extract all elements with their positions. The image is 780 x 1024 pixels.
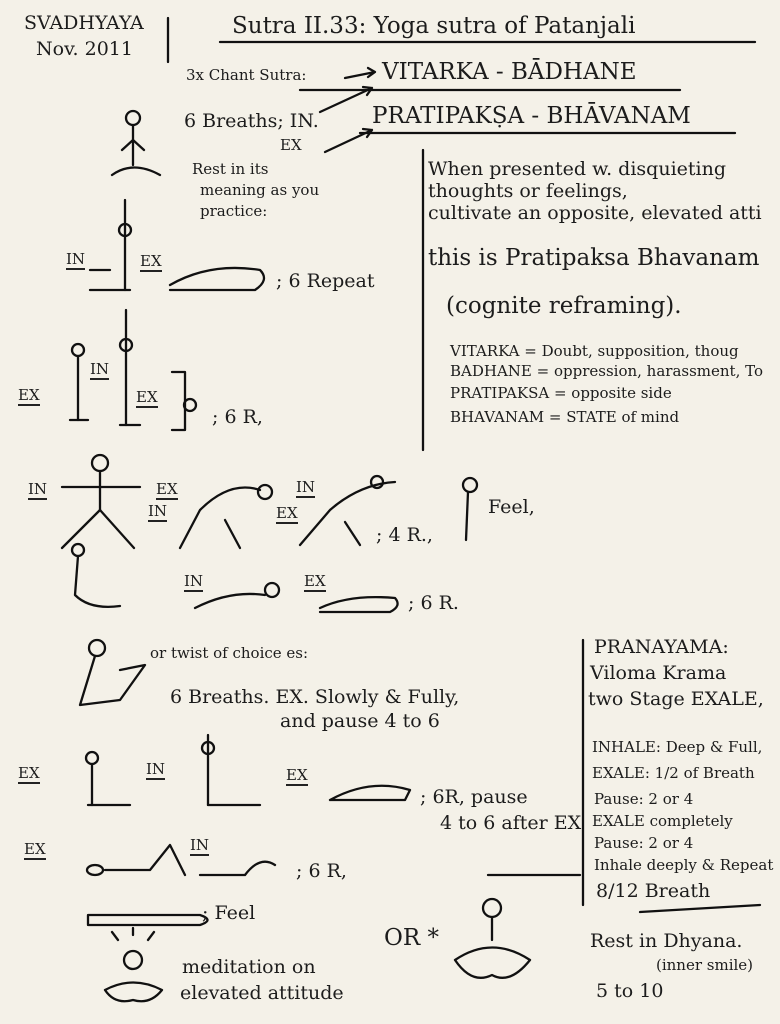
meditation-figure-icon: [483, 899, 501, 917]
feel-label: ; Feel: [202, 902, 256, 924]
explanation-line: When presented w. disquieting: [428, 158, 726, 180]
dhyana-detail: (inner smile): [656, 956, 754, 974]
seated-figure-icon: [126, 111, 140, 125]
rest-line: meaning as you: [200, 181, 320, 199]
repeat-label: ; 6 R,: [296, 860, 347, 882]
pause-instruction: and pause 4 to 6: [280, 710, 440, 732]
in-label: IN: [146, 760, 166, 778]
ex-label: EX: [286, 766, 308, 784]
ex-label: EX: [24, 840, 46, 858]
dhyana-count: 5 to 10: [596, 980, 664, 1002]
ex-label: EX: [156, 480, 178, 498]
pranayama-step: Pause: 2 or 4: [594, 834, 694, 852]
in-label: IN: [190, 836, 210, 854]
explanation-line: this is Pratipaksa Bhavanam: [428, 245, 760, 271]
ex-label: EX: [136, 388, 158, 406]
pranayama-step: EXALE completely: [592, 812, 733, 830]
repeat-label: ; 6 R.: [408, 592, 459, 614]
explanation-line: cultivate an opposite, elevated atti: [428, 202, 762, 224]
rest-line: Rest in its: [192, 160, 269, 178]
in-label: IN: [184, 572, 204, 590]
chant-label: 3x Chant Sutra:: [186, 66, 307, 84]
dhyana-title: Rest in Dhyana.: [590, 930, 743, 952]
pause-after-ex: 4 to 6 after EX: [440, 812, 582, 834]
pranayama-step: INHALE: Deep & Full,: [592, 738, 763, 756]
repeat-label: ; 4 R.,: [376, 524, 433, 546]
arrow-icon: [325, 129, 372, 152]
glossary-item: BHAVANAM = STATE of mind: [450, 408, 680, 426]
pranayama-title: PRANAYAMA:: [594, 636, 729, 658]
feel-label: Feel,: [488, 496, 535, 518]
ex-label: EX: [276, 504, 298, 522]
meditation-figure-icon: [124, 951, 142, 969]
repeat-label: ; 6 R,: [212, 406, 263, 428]
ex-label: EX: [304, 572, 326, 590]
arrow-icon: [345, 68, 375, 78]
explanation-line: thoughts or feelings,: [428, 180, 628, 202]
in-label: IN: [90, 360, 110, 378]
in-label: IN: [296, 478, 316, 496]
in-label: IN: [28, 480, 48, 498]
ex-label: EX: [18, 764, 40, 782]
in-label: IN: [148, 502, 168, 520]
repeat-label: ; 6R, pause: [420, 786, 528, 808]
term-pratipaksa-bhavanam: PRATIPAKṢA - BHĀVANAM: [372, 103, 691, 129]
pranayama-step: EXALE: 1/2 of Breath: [592, 764, 755, 782]
page-title: Sutra II.33: Yoga sutra of Patanjali: [232, 13, 636, 39]
corner-date: Nov. 2011: [36, 38, 133, 60]
corner-title: SVADHYAYA: [24, 12, 144, 34]
meditation-label: meditation on: [182, 956, 316, 978]
or-label: OR *: [384, 925, 439, 951]
pranayama-line: two Stage EXALE,: [588, 688, 764, 710]
explanation-line: (cognite reframing).: [446, 293, 682, 319]
pranayama-line: Viloma Krama: [590, 662, 727, 684]
ex-label: EX: [140, 252, 162, 270]
breaths-label: 6 Breaths; IN.: [184, 110, 319, 132]
in-label: IN: [66, 250, 86, 268]
meditation-label: elevated attitude: [180, 982, 344, 1004]
glossary-item: VITARKA = Doubt, supposition, thoug: [450, 342, 739, 360]
glossary-item: PRATIPAKSA = opposite side: [450, 384, 672, 402]
twist-label: or twist of choice es:: [150, 644, 309, 662]
glossary-item: BADHANE = oppression, harassment, To: [450, 362, 763, 380]
ex-label: EX: [280, 136, 302, 154]
repeat-label: ; 6 Repeat: [276, 270, 375, 292]
rest-line: practice:: [200, 202, 268, 220]
ex-label: EX: [18, 386, 40, 404]
pranayama-step: Pause: 2 or 4: [594, 790, 694, 808]
breaths-instruction: 6 Breaths. EX. Slowly & Fully,: [170, 686, 460, 708]
term-vitarka-badhane: VITARKA - BĀDHANE: [382, 59, 637, 85]
pranayama-step: Inhale deeply & Repeat: [594, 856, 774, 874]
pranayama-step: 8/12 Breath: [596, 880, 711, 902]
